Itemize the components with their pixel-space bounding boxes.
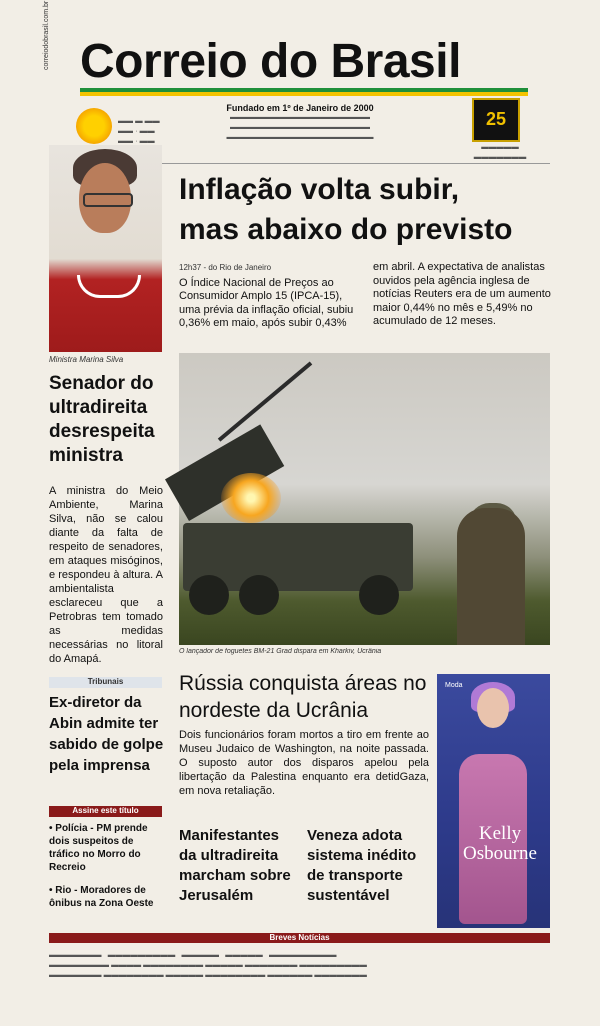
weather-info: ▬▬ ▬ ▬▬ ▬▬ · ▬▬ ▬▬ · ▬▬ xyxy=(118,116,160,145)
list-item[interactable]: • Rio - Moradores de ônibus na Zona Oeste xyxy=(49,885,154,909)
protest-headline: Manifestantes da ultradireita marcham sobre Jerusalém xyxy=(179,827,291,904)
russia-body: Dois funcionários foram mortos a tiro em frente ao Museu Judaico de Washington, na noite passada. O suposto autor dos disparos apelou pela libertação da Palestina enquanto era detidGaza, em nova retaliação. xyxy=(179,729,429,797)
flag-stripe xyxy=(80,88,528,96)
russia-headline: Rússia conquista áreas no nordeste da Ucrânia xyxy=(179,672,427,722)
footer-bar: Breves Notícias xyxy=(49,933,550,943)
masthead-title: Correio do Brasil xyxy=(80,35,461,88)
sun-icon xyxy=(76,108,112,144)
lead-headline: Inflação volta subir, mas abaixo do previsto xyxy=(179,173,513,246)
box-title: Assine este título xyxy=(49,806,162,817)
abin-headline: Ex-diretor da Abin admite ter sabido de golpe pela imprensa xyxy=(49,694,164,774)
venice-headline: Veneza adota sistema inédito de transporte sustentável xyxy=(307,827,417,904)
war-photo xyxy=(179,353,550,645)
section-label: Tribunais xyxy=(49,677,162,688)
box-list xyxy=(49,822,162,910)
war-caption: O lançador de foguetes BM-21 Grad dispara em Kharkiv, Ucrânia xyxy=(179,648,382,655)
footer-columns: ▬▬▬▬▬▬▬ ▬▬▬▬▬▬▬▬▬ ▬▬▬▬▬ ▬▬▬▬▬ ▬▬▬▬▬▬▬▬▬ ▬▬▬▬▬▬▬▬ ▬▬▬▬ ▬▬▬▬▬▬▬▬ ▬▬▬▬▬ ▬▬▬▬▬▬▬ ▬▬▬▬▬▬▬▬▬ ▬▬▬▬▬▬▬ ▬▬▬▬▬▬▬▬ ▬▬▬▬▬ ▬▬▬▬▬▬▬▬ ▬▬▬▬▬▬ ▬▬▬▬▬▬▬ xyxy=(49,950,367,979)
senator-body: A ministra do Meio Ambiente, Marina Silva, não se calou diante da falta de respeito de senadores, em ataques misóginos, e respondeu à altura. A ambientalista esclareceu que a Petrobras tem tomado as medidas necessárias no litoral do Amapá. xyxy=(49,485,163,665)
senator-headline: Senador do ultradireita desrespeita ministra xyxy=(49,373,155,466)
founded-line: Fundado em 1º de Janeiro de 2000 ▬▬▬▬▬▬▬▬▬▬▬▬▬▬▬▬▬▬▬▬ ▬▬▬▬▬▬▬▬▬▬▬▬▬▬▬▬▬▬▬▬ ▬▬▬▬▬▬▬▬▬▬▬▬▬▬▬▬▬▬▬▬▬ xyxy=(226,103,374,141)
portrait-photo xyxy=(49,145,162,352)
side-url: correiodobrasil.com.br xyxy=(43,0,50,70)
list-item[interactable]: • Polícia - PM prende dois suspeitos de tráfico no Morro do Recreio xyxy=(49,823,148,873)
anniversary-badge: 25 xyxy=(472,98,520,142)
kelly-name: Kelly Osbourne xyxy=(463,823,537,864)
kelly-photo: Moda Kelly Osbourne xyxy=(437,674,550,928)
portrait-caption: Ministra Marina Silva xyxy=(49,355,124,364)
badge-caption: ▬▬▬▬▬ ▬▬▬▬▬▬▬ xyxy=(473,142,527,161)
